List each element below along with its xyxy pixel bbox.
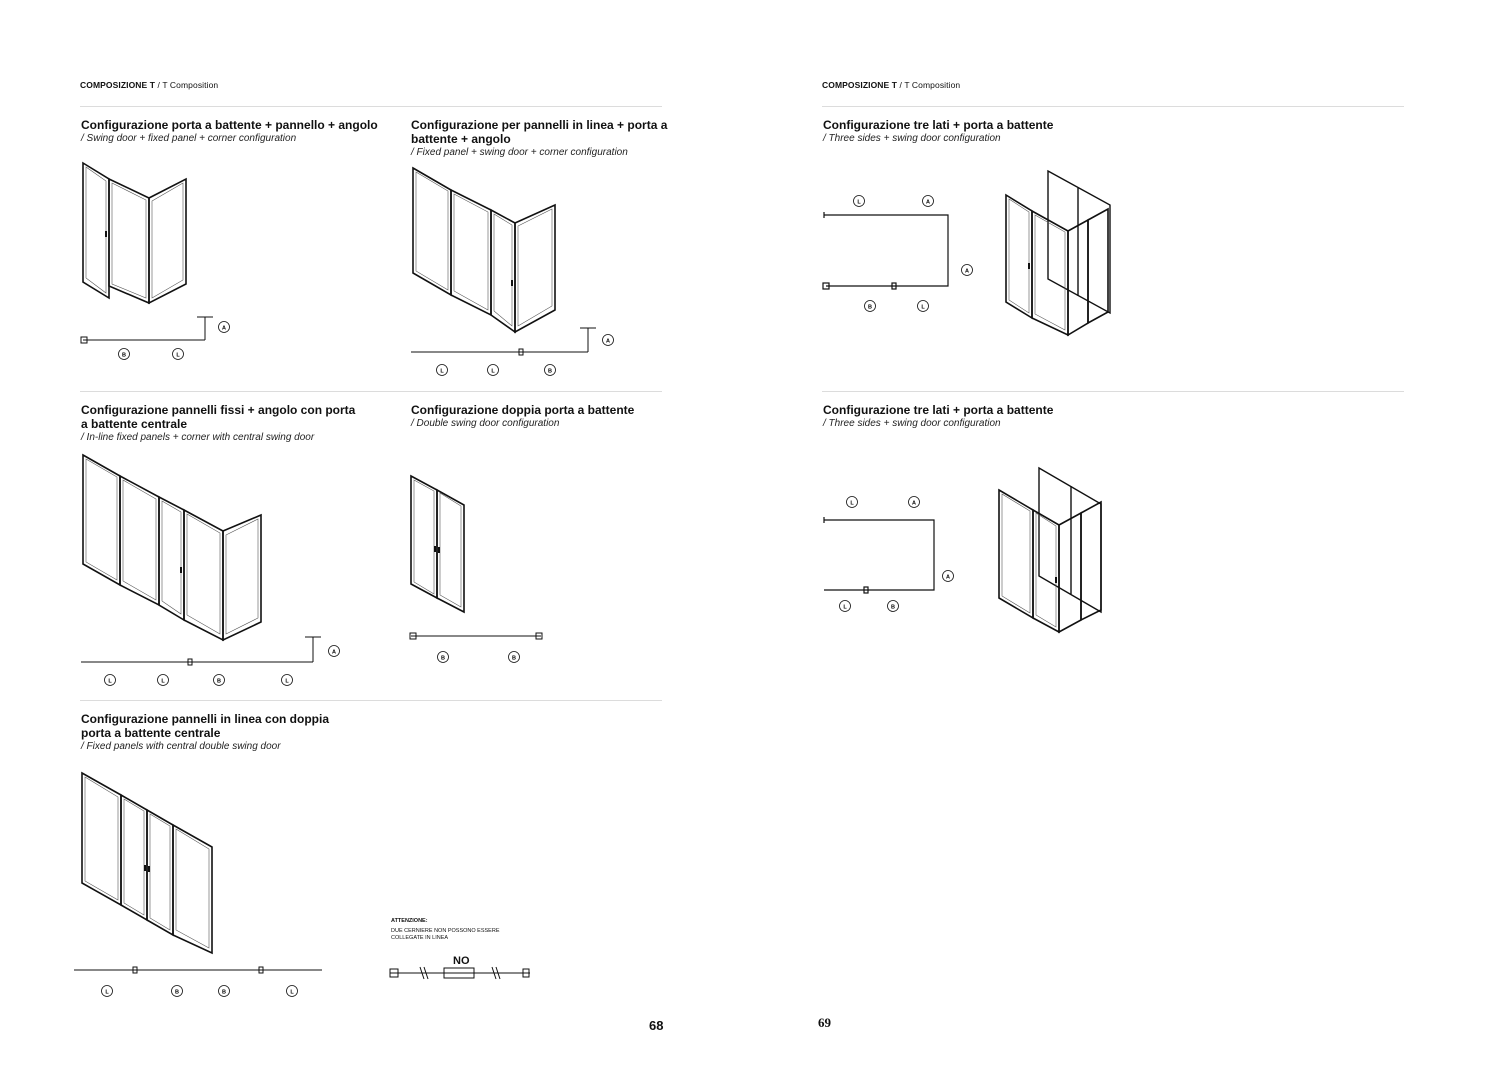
divider bbox=[822, 106, 1404, 107]
label-a-icon bbox=[909, 497, 920, 508]
shower-enclosure-drawing bbox=[70, 765, 340, 1005]
label-l-icon bbox=[102, 986, 113, 997]
svg-text:L: L bbox=[161, 678, 165, 685]
label-l-icon bbox=[282, 675, 293, 686]
svg-text:B: B bbox=[868, 304, 872, 311]
svg-text:B: B bbox=[175, 989, 179, 996]
shower-enclosure-drawing bbox=[405, 160, 665, 385]
svg-text:A: A bbox=[606, 338, 610, 345]
label-b-icon bbox=[219, 986, 230, 997]
config-subtitle: / Swing door + fixed panel + corner configuration bbox=[81, 133, 297, 144]
label-a-icon bbox=[962, 265, 973, 276]
svg-text:L: L bbox=[105, 989, 109, 996]
svg-text:B: B bbox=[222, 989, 226, 996]
label-l-icon bbox=[840, 601, 851, 612]
config-subtitle: / Double swing door configuration bbox=[411, 418, 560, 429]
no-label: NO bbox=[453, 955, 470, 967]
config-title: Configurazione per pannelli in linea + porta a battente + angolo bbox=[411, 118, 668, 146]
shower-enclosure-drawing bbox=[1000, 165, 1120, 340]
config-title: Configurazione tre lati + porta a battente bbox=[823, 403, 1054, 417]
svg-text:A: A bbox=[946, 574, 950, 581]
config-title: Configurazione pannelli fissi + angolo con porta a battente centrale bbox=[81, 403, 356, 431]
divider bbox=[80, 391, 662, 392]
label-b-icon bbox=[438, 652, 449, 663]
svg-text:B: B bbox=[548, 368, 552, 375]
label-a-icon bbox=[943, 571, 954, 582]
svg-text:B: B bbox=[891, 604, 895, 611]
shower-enclosure-drawing bbox=[405, 470, 565, 670]
svg-text:A: A bbox=[912, 500, 916, 507]
svg-text:L: L bbox=[176, 352, 180, 359]
attention-title: ATTENZIONE: bbox=[391, 918, 428, 924]
svg-text:L: L bbox=[857, 199, 861, 206]
svg-text:A: A bbox=[965, 268, 969, 275]
label-l-icon bbox=[158, 675, 169, 686]
label-b-icon bbox=[172, 986, 183, 997]
attention-text: DUE CERNIERE NON POSSONO ESSERE COLLEGATE IN LINEA bbox=[391, 928, 500, 941]
shower-enclosure-drawing bbox=[75, 155, 315, 375]
label-l-icon bbox=[918, 301, 929, 312]
config-title: Configurazione doppia porta a battente bbox=[411, 403, 635, 417]
svg-text:B: B bbox=[217, 678, 221, 685]
svg-text:L: L bbox=[290, 989, 294, 996]
svg-text:B: B bbox=[122, 352, 126, 359]
label-b-icon bbox=[865, 301, 876, 312]
label-l-icon bbox=[437, 365, 448, 376]
config-title: Configurazione tre lati + porta a battente bbox=[823, 118, 1054, 132]
divider bbox=[80, 700, 662, 701]
svg-text:L: L bbox=[843, 604, 847, 611]
svg-text:L: L bbox=[491, 368, 495, 375]
svg-text:L: L bbox=[850, 500, 854, 507]
label-l-icon bbox=[847, 497, 858, 508]
svg-text:L: L bbox=[108, 678, 112, 685]
svg-text:L: L bbox=[921, 304, 925, 311]
label-b-icon bbox=[214, 675, 225, 686]
hinge-warning-drawing bbox=[388, 963, 538, 983]
svg-text:A: A bbox=[926, 199, 930, 206]
left-page-header: COMPOSIZIONE T / T Composition bbox=[80, 80, 219, 90]
label-b-icon bbox=[545, 365, 556, 376]
label-a-icon bbox=[923, 196, 934, 207]
svg-text:B: B bbox=[441, 655, 445, 662]
svg-text:L: L bbox=[285, 678, 289, 685]
label-a-icon bbox=[603, 335, 614, 346]
label-b-icon bbox=[119, 349, 130, 360]
label-l-icon bbox=[287, 986, 298, 997]
label-l-icon bbox=[105, 675, 116, 686]
config-title: Configurazione porta a battente + pannello + angolo bbox=[81, 118, 378, 132]
divider bbox=[822, 391, 1404, 392]
svg-text:A: A bbox=[332, 649, 336, 656]
shower-enclosure-drawing bbox=[993, 462, 1113, 642]
floor-plan-drawing bbox=[818, 492, 988, 617]
right-page-header: COMPOSIZIONE T / T Composition bbox=[822, 80, 961, 90]
label-a-icon bbox=[329, 646, 340, 657]
label-l-icon bbox=[488, 365, 499, 376]
label-a-icon bbox=[219, 322, 230, 333]
divider bbox=[80, 106, 662, 107]
page-number-left: 68 bbox=[649, 1018, 664, 1033]
page-number-right: 69 bbox=[818, 1015, 831, 1030]
config-subtitle: / Three sides + swing door configuration bbox=[823, 418, 1001, 429]
svg-text:B: B bbox=[512, 655, 516, 662]
label-l-icon bbox=[854, 196, 865, 207]
config-subtitle: / Fixed panels with central double swing door bbox=[81, 741, 281, 752]
label-b-icon bbox=[888, 601, 899, 612]
shower-enclosure-drawing bbox=[75, 445, 365, 695]
svg-text:A: A bbox=[222, 325, 226, 332]
config-subtitle: / Three sides + swing door configuration bbox=[823, 133, 1001, 144]
label-b-icon bbox=[509, 652, 520, 663]
label-l-icon bbox=[173, 349, 184, 360]
config-subtitle: / Fixed panel + swing door + corner configuration bbox=[411, 147, 628, 158]
config-subtitle: / In-line fixed panels + corner with central swing door bbox=[81, 432, 315, 443]
config-title: Configurazione pannelli in linea con doppia porta a battente centrale bbox=[81, 712, 330, 740]
svg-text:L: L bbox=[440, 368, 444, 375]
floor-plan-drawing bbox=[818, 190, 988, 320]
